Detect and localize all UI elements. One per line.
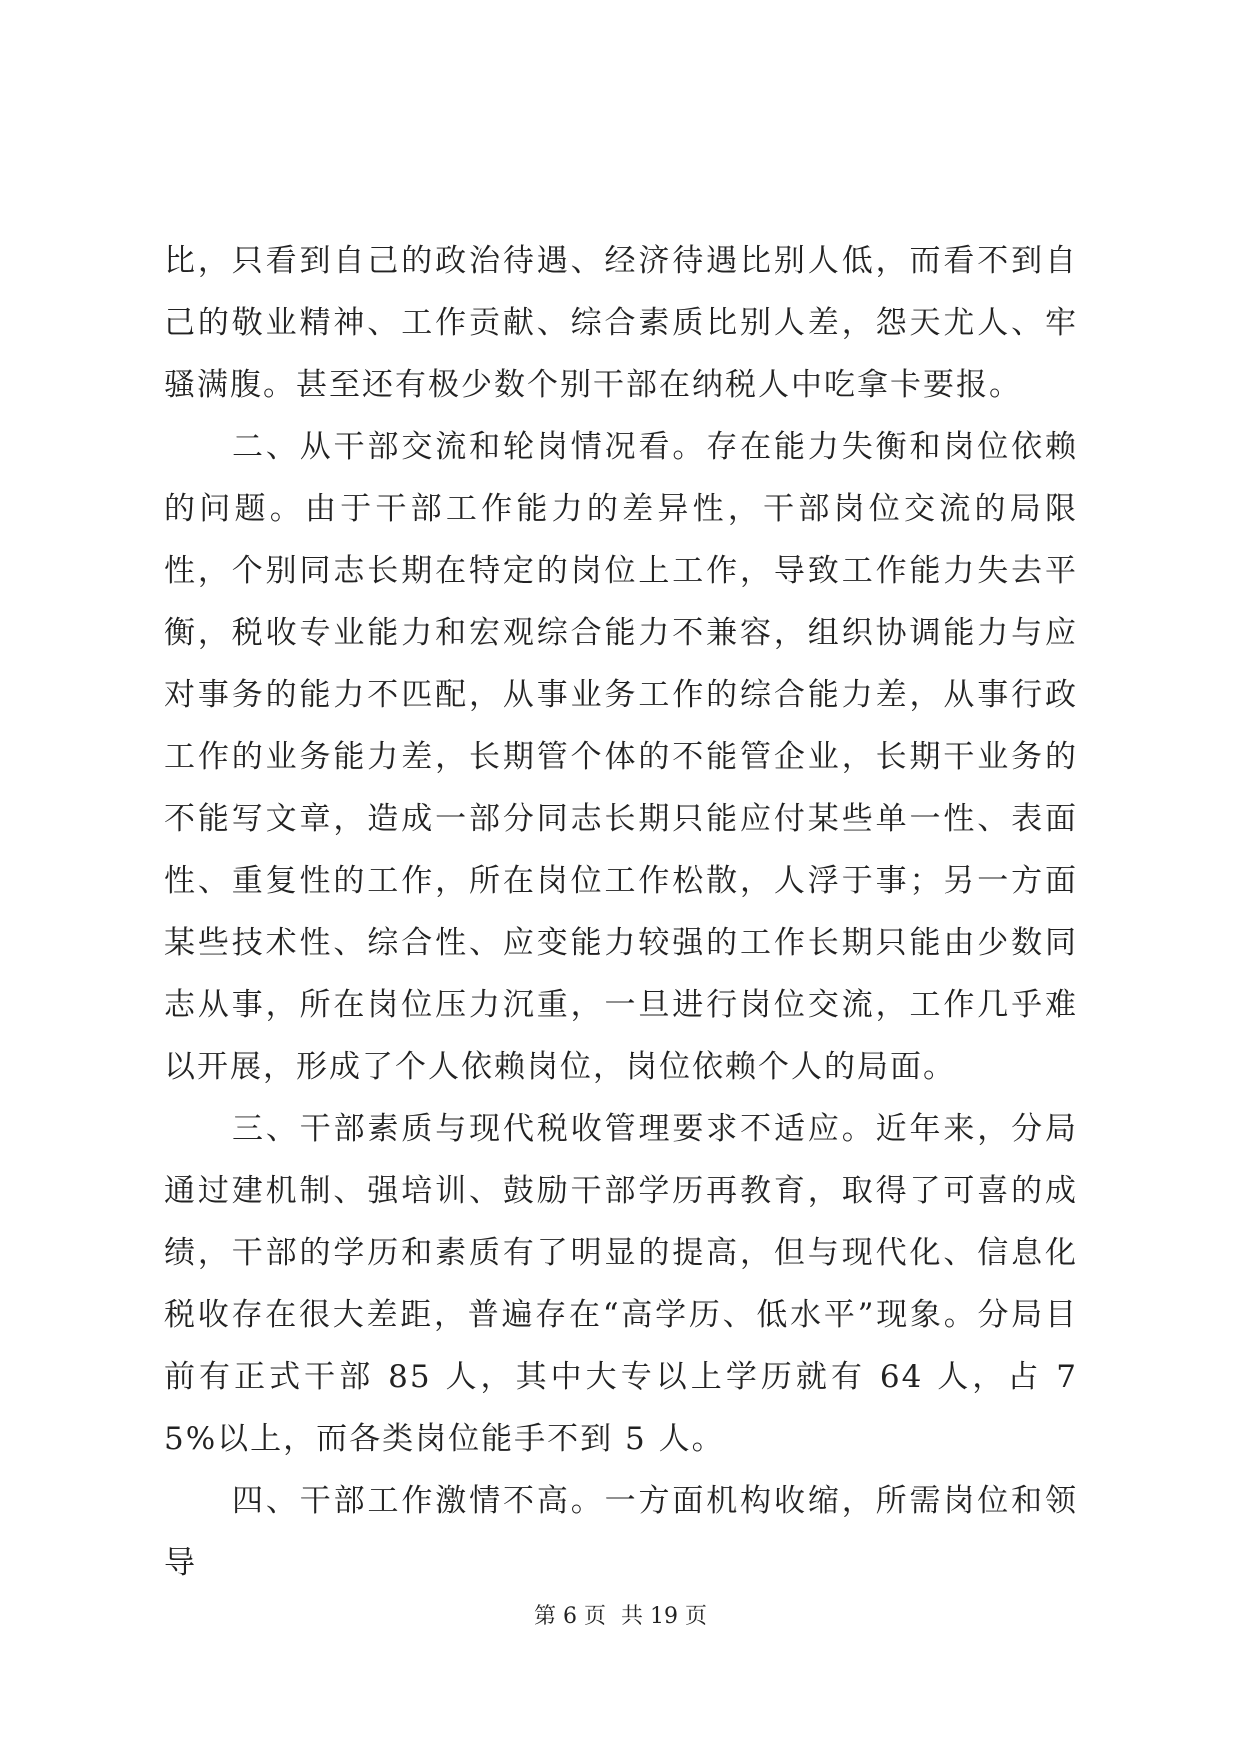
paragraph-work-enthusiasm: 四、干部工作激情不高。一方面机构收缩，所需岗位和领导 (164, 1483, 1078, 1581)
page-footer (0, 1602, 1241, 1632)
document-body (164, 230, 1078, 1594)
total-pages: 共 19 页 (621, 1604, 707, 1629)
paragraph-continuation: 比，只看到自己的政治待遇、经济待遇比别人低，而看不到自己的敬业精神、工作贡献、综合素质比别人差，怨天尤人、牢骚满腹。甚至还有极少数个别干部在纳税人中吃拿卡要报。 (164, 243, 1078, 403)
paragraph-cadre-rotation: 二、从干部交流和轮岗情况看。存在能力失衡和岗位依赖的问题。由于干部工作能力的差异性，干部岗位交流的局限性，个别同志长期在特定的岗位上工作，导致工作能力失去平衡，税收专业能力和宏观综合能力不兼容，组织协调能力与应对事务的能力不匹配，从事业务工作的综合能力差，从事行政工作的业务能力差，长期管个体的不能管企业，长期干业务的不能写文章，造成一部分同志长期只能应付某些单一性、表面性、重复性的工作，所在岗位工作松散，人浮于事；另一方面某些技术性、综合性、应变能力较强的工作长期只能由少数同志从事，所在岗位压力沉重，一旦进行岗位交流，工作几乎难以开展，形成了个人依赖岗位，岗位依赖个人的局面。 (164, 429, 1078, 1085)
paragraph-cadre-quality: 三、干部素质与现代税收管理要求不适应。近年来，分局通过建机制、强培训、鼓励干部学历再教育，取得了可喜的成绩，干部的学历和素质有了明显的提高，但与现代化、信息化税收存在很大差距，普遍存在“高学历、低水平”现象。分局目前有正式干部 85 人，其中大专以上学历就有 64 人，占 75%以上，而各类岗位能手不到 5 人。 (164, 1111, 1078, 1457)
page-number: 第 6 页 (534, 1604, 606, 1629)
